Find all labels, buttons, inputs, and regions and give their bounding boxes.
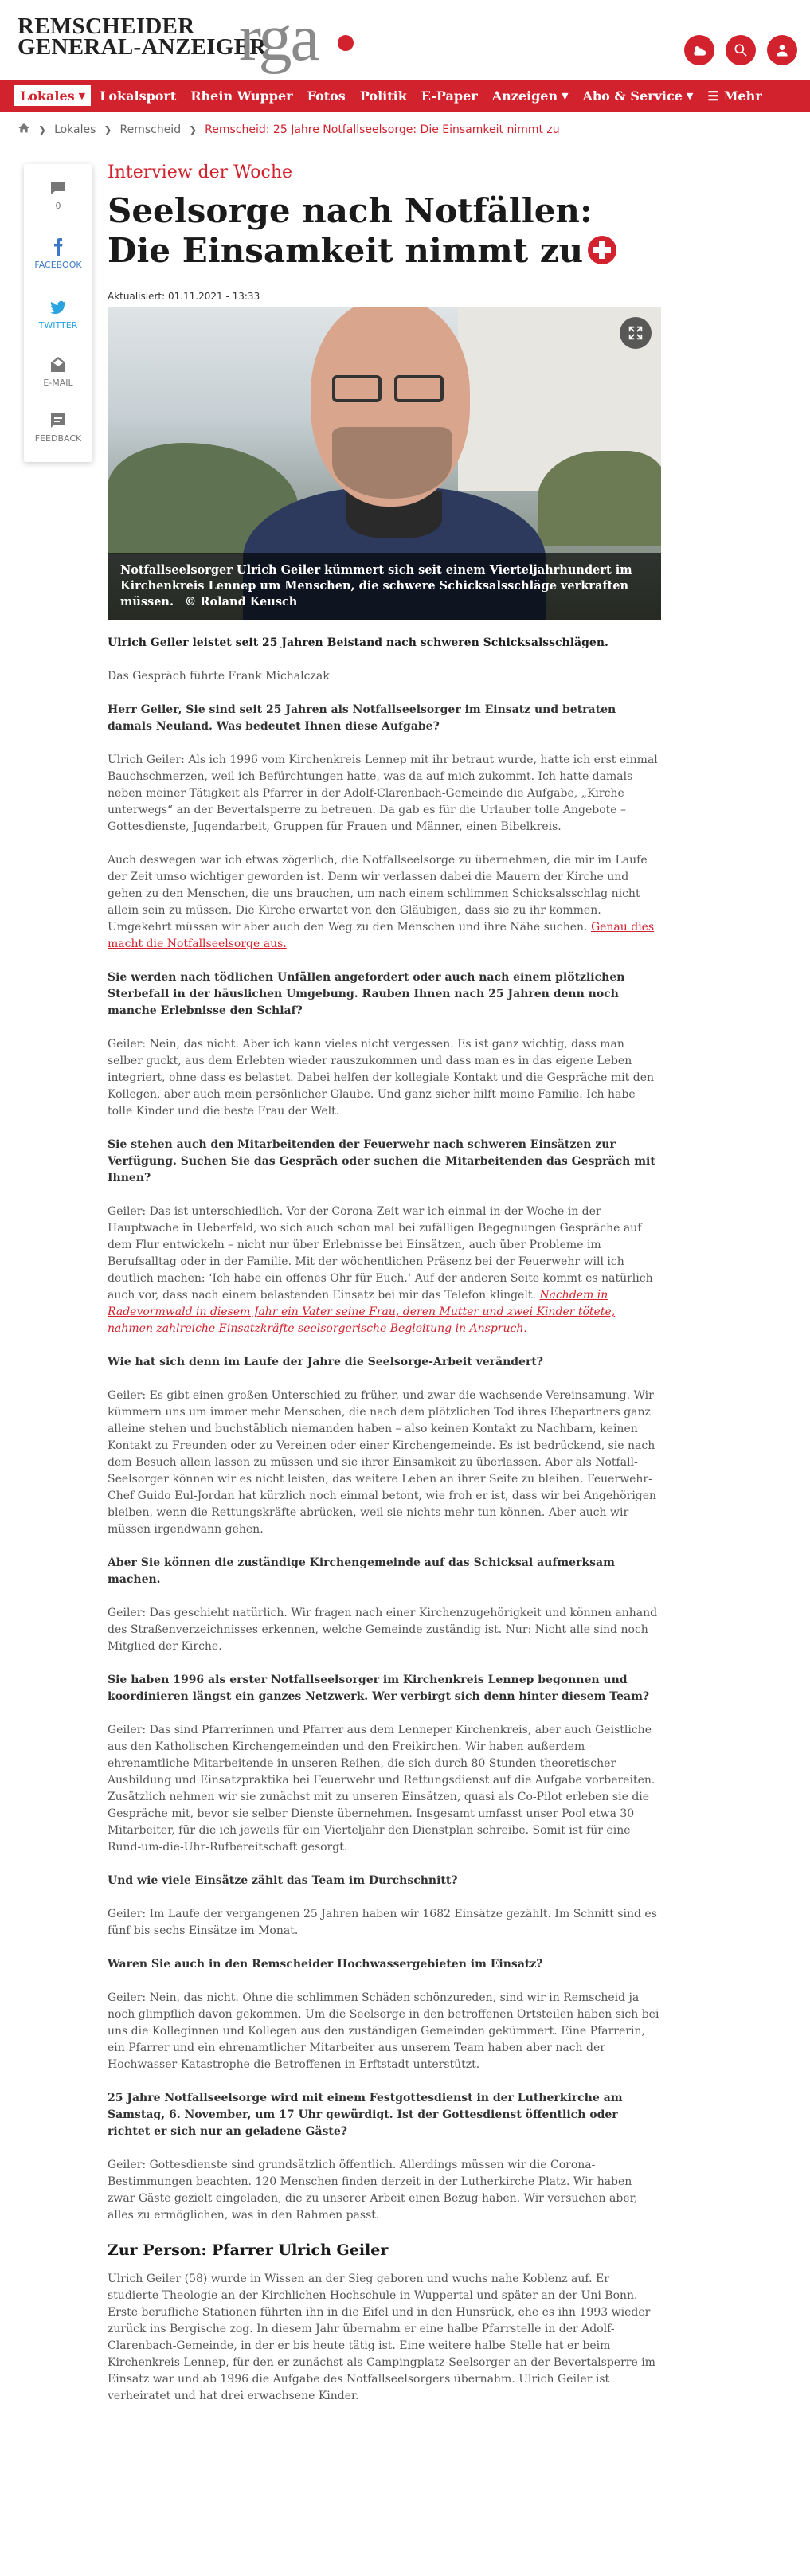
- email-label: E-MAIL: [43, 378, 73, 388]
- chevron-down-icon: ▼: [686, 90, 694, 101]
- answer-text: Geiler: Das ist unterschiedlich. Vor der Corona-Zeit war ich einmal in der Woche in der Hauptwache in Ueberfeld, wo sich auch schon mal bei zufälligen Begegnungen Gespräche auf dem Flur entwickeln – nicht nur über Erlebnisse bei Einsätzen, auch über Probleme im Berufsalltag oder in der Familie. Mit der wöchentlichen Präsenz bei der Feuerwehr will ich deutlich machen: ‘Ich habe ein offenes Ohr für Euch.‘ Auf der anderen Seite kommt es natürlich auch vor, dass nach einem belastenden Einsatz bei mir das Telefon klingelt.: [108, 1205, 653, 1302]
- interview-answer: Geiler: Das sind Pfarrerinnen und Pfarrer aus dem Lenneper Kirchenkreis, aber auch Geistliche aus den Katholischen Kirchengemeinden und den Freikirchen. Wir haben außerdem ehrenamtliche Mitarbeitende in unseren Reihen, die sich durch 80 Stunden theoretischer Ausbildung und Einsatzpraktika bei Feuerwehr und Rettungsdienst auf die Aufgabe vorbereiten. Zusätzlich nehmen wir sie zunächst mit zu unseren Einsätzen, quasi als Co-Pilot erleben sie die Gespräche mit, bevor sie selber Dienste übernehmen. Insgesamt umfasst unser Pool etwa 30 Mitarbeiter, für die ich jeweils für ein Vierteljahr den Dienstplan schreibe. Somit ist für eine Rund-um-die-Uhr-Rufbereitschaft gesorgt.: [108, 1724, 655, 1854]
- comments-count: 0: [55, 201, 61, 211]
- feedback-icon: [49, 411, 68, 430]
- nav-label: Mehr: [723, 88, 762, 104]
- interview-question: Sie stehen auch den Mitarbeitenden der Feuerwehr nach schweren Einsätzen zur Verfügung. Suchen Sie das Gespräch oder suchen die Mitarbeitenden das Gespräch mit Ihnen?: [108, 1138, 655, 1184]
- nav-item-mehr[interactable]: [700, 80, 769, 112]
- interview-question: Aber Sie können die zuständige Kirchengemeinde auf das Schicksal aufmerksam machen.: [108, 1556, 615, 1586]
- person-text: Ulrich Geiler (58) wurde in Wissen an der Sieg geboren und wuchs nahe Koblenz auf. Er studierte Theologie an der Kirchlichen Hochschule in Wuppertal und später an der Uni Bonn. Erste berufliche Stationen führten ihn in die Eifel und in den Hunsrück, ehe es ihn 1993 wieder zurück ins Bergische zog. In diesem Jahr übernahm er eine halbe Pfarrstelle in der Adolf-Clarenbach-Gemeinde, in der er bis heute tätig ist. Eine weitere halbe Stelle hat er beim Kirchenkreis Lennep, für den er zunächst als Campingplatz-Seelsorger an der Bevertalsperre im Einsatz war und ab 1996 die Aufgabe des Notfallseelsorgers übernahm. Ulrich Geiler ist verheiratet und hat drei erwachsene Kinder.: [108, 2273, 655, 2402]
- twitter-share-button[interactable]: [24, 298, 92, 331]
- home-icon[interactable]: [18, 122, 30, 138]
- logo-rga[interactable]: rga: [239, 1, 319, 75]
- feedback-button[interactable]: [24, 411, 92, 444]
- interview-question: Wie hat sich denn im Laufe der Jahre die Seelsorge-Arbeit verändert?: [108, 1356, 543, 1368]
- photo-credit: © Roland Keusch: [184, 595, 298, 609]
- interview-answer: Geiler: Im Laufe der vergangenen 25 Jahren haben wir 1682 Einsätze gezählt. Im Schnitt sind es fünf bis sechs Einsätze im Monat.: [108, 1908, 657, 1937]
- nav-item-anzeigen[interactable]: [485, 80, 576, 112]
- breadcrumb: [18, 121, 560, 139]
- photo-glasses: [394, 375, 444, 402]
- header-icons: [684, 35, 797, 65]
- email-share-button[interactable]: [24, 355, 92, 388]
- article-body: [108, 635, 661, 2421]
- premium-plus-icon: [588, 236, 616, 264]
- weather-icon[interactable]: [684, 35, 714, 65]
- breadcrumb-remscheid[interactable]: Remscheid: [119, 123, 182, 136]
- twitter-label: TWITTER: [38, 320, 78, 331]
- interview-question: 25 Jahre Notfallseelsorge wird mit einem Festgottesdienst in der Lutherkirche am Samstag, 6. November, um 17 Uhr gewürdigt. Ist der Gottesdienst öffentlich oder richtet er sich nur an geladene Gäste?: [108, 2092, 623, 2138]
- chevron-down-icon: ▼: [562, 90, 569, 101]
- logo-line1: REMSCHEIDER: [18, 14, 195, 39]
- inline-link[interactable]: Nachdem in Radevormwald in diesem Jahr ein Vater seine Frau, deren Mutter und zwei Kinder tötete, nahmen zahlreiche Einsatzkräfte seelsorgerische Begleitung in Anspruch.: [108, 1289, 616, 1335]
- facebook-label: FACEBOOK: [34, 260, 82, 270]
- interview-question: Sie haben 1996 als erster Notfallseelsorger im Kirchenkreis Lennep begonnen und koordinieren längst ein ganzes Netzwerk. Wer verbirgt sich denn hinter diesem Team?: [108, 1674, 650, 1703]
- nav-item-abo-service[interactable]: [576, 80, 701, 112]
- article-photo[interactable]: [108, 307, 661, 620]
- menu-icon: ☰: [707, 88, 719, 104]
- facebook-icon: [49, 237, 68, 256]
- breadcrumb-separator: ❯: [38, 124, 47, 135]
- breadcrumb-lokales[interactable]: Lokales: [54, 123, 96, 136]
- interview-answer: Geiler: Das geschieht natürlich. Wir fragen nach einer Kirchenzugehörigkeit und können anhand des Straßenverzeichnisses erkennen, welche Gemeinde zuständig ist. Nur: Nicht alle sind noch Mitglied der Kirche.: [108, 1607, 658, 1653]
- nav-label: Lokales: [20, 88, 75, 104]
- interview-question: Herr Geiler, Sie sind seit 25 Jahren als Notfallseelsorger im Einsatz und betraten damals Neuland. Was bedeutet Ihnen diese Aufgabe?: [108, 703, 616, 733]
- interview-question: Und wie viele Einsätze zählt das Team im Durchschnitt?: [108, 1874, 458, 1887]
- site-logo[interactable]: [18, 14, 267, 60]
- social-share-bar: [24, 164, 92, 462]
- chevron-down-icon: ▼: [78, 90, 86, 101]
- breadcrumb-current: Remscheid: 25 Jahre Notfallseelsorge: Die Einsamkeit nimmt zu: [205, 123, 560, 136]
- interview-question: Waren Sie auch in den Remscheider Hochwassergebieten im Einsatz?: [108, 1958, 543, 1971]
- interview-answer: Geiler: Gottesdienste sind grundsätzlich öffentlich. Allerdings müssen wir die Corona-Bestimmungen beachten. 120 Menschen finden derzeit in der Lutherkirche Platz. Wir haben zwar Gäste gezielt eingeladen, die zu unserer Arbeit einen Bezug haben. Wir versuchen aber, alles zu ermöglichen, was in den Rahmen passt.: [108, 2159, 638, 2222]
- nav-item-fotos[interactable]: Fotos: [307, 88, 346, 104]
- search-icon[interactable]: [726, 35, 756, 65]
- article-kicker: Interview der Woche: [108, 162, 293, 182]
- nav-label: Abo & Service: [582, 88, 683, 104]
- breadcrumb-separator: ❯: [189, 124, 198, 135]
- user-icon[interactable]: [767, 35, 797, 65]
- article-lead: Ulrich Geiler leistet seit 25 Jahren Beistand nach schweren Schicksalsschlägen.: [108, 636, 608, 649]
- comments-button[interactable]: [24, 178, 92, 211]
- inline-link[interactable]: Genau dies macht die Notfallseelsorge aus.: [108, 921, 655, 950]
- photo-bush: [538, 451, 661, 546]
- facebook-share-button[interactable]: [24, 237, 92, 270]
- interview-answer: Geiler: Nein, das nicht. Ohne die schlimmen Schäden schönzureden, sind wir in Remscheid ja noch glimpflich davon gekommen. Um die Seelsorge in den betroffenen Ortsteilen haben sich bei uns die Kolleginnen und Kollegen aus den zuständigen Gemeinden gekümmert. Eine Pfarrerin, ein Pfarrer und ein ehrenamtlicher Mitarbeiter aus unserem Team haben aber nach der Hochwasser-Katastrophe die Betroffenen in Erftstadt unterstützt.: [108, 1991, 659, 2071]
- interview-answer: Geiler: Nein, das nicht. Aber ich kann vieles nicht vergessen. Es ist ganz wichtig, dass man selber guckt, aus dem Erlebten wieder rauszukommen und dass man es in das eigene Leben integriert, ohne dass es belastet. Dabei helfen der kollegiale Kontakt und die Gespräche mit den Kollegen, aber auch mein persönlicher Glaube. Und ganz sicher hilft meine Familie. Ich habe tolle Kinder und die beste Frau der Welt.: [108, 1038, 654, 1118]
- breadcrumb-separator: ❯: [104, 124, 112, 135]
- nav-item-epaper[interactable]: E-Paper: [421, 88, 478, 104]
- photo-beard: [332, 427, 452, 499]
- logo-line2: GENERAL-ANZEIGER: [18, 34, 267, 60]
- logo-dot: [338, 35, 354, 51]
- nav-item-lokalsport[interactable]: Lokalsport: [100, 88, 177, 104]
- nav-item-rhein-wupper[interactable]: Rhein Wupper: [190, 88, 293, 104]
- article-updated: Aktualisiert: 01.11.2021 - 13:33: [108, 291, 260, 302]
- nav-item-politik[interactable]: Politik: [359, 88, 407, 104]
- photo-caption: [108, 553, 661, 620]
- answer-text: Auch deswegen war ich etwas zögerlich, die Notfallseelsorge zu übernehmen, die mir im Laufe der Zeit umso wichtiger geworden ist. Denn wir verlassen dabei die Mauern der Kirche und gehen zu den Menschen, die uns brauchen, um nach einem schlimmen Schicksalsschlag nicht allein sein zu müssen. Die Kirche erwartet von den Gläubigen, dass sie zu ihr kommen. Umgekehrt müssen wir aber auch den Weg zu den Menschen und ihre Nähe suchen.: [108, 854, 648, 934]
- interview-answer: [108, 852, 661, 953]
- twitter-icon: [49, 298, 68, 317]
- interview-answer: Ulrich Geiler: Als ich 1996 vom Kirchenkreis Lennep mit ihr betraut wurde, hatte ich erst einmal Bauchschmerzen, weil ich Befürchtungen hatte, was da auf mich zukommt. Ich hatte damals neben meiner Tätigkeit als Pfarrer in der Adolf-Clarenbach-Gemeinde die Aufgabe, „Kirche unterwegs“ an der Bevertalsperre zu betreuen. Da gab es für die Urlauber tolle Angebote – Gottesdienste, Jugendarbeit, Gruppen für Frauen und Männer, einen Bibelkreis.: [108, 754, 658, 833]
- article-byline: Das Gespräch führte Frank Michalczak: [108, 670, 330, 683]
- interview-question: Sie werden nach tödlichen Unfällen angefordert oder auch nach einem plötzlichen Sterbefall in der häuslichen Umgebung. Rauben Ihnen nach 25 Jahren denn noch manche Erlebnisse den Schlaf?: [108, 971, 625, 1017]
- main-nav: [0, 80, 810, 112]
- nav-label: Anzeigen: [491, 88, 558, 104]
- site-header: [0, 0, 810, 75]
- caption-text: Notfallseelsorger Ulrich Geiler kümmert sich seit einem Vierteljahrhundert im Kirchenkreis Lennep um Menschen, die schwere Schicksalsschläge verkraften müssen.: [120, 563, 632, 609]
- nav-item-lokales[interactable]: [13, 84, 92, 108]
- interview-answer: [108, 1204, 661, 1337]
- expand-icon: [627, 324, 644, 342]
- person-heading: Zur Person: Pfarrer Ulrich Geiler: [108, 2241, 389, 2259]
- article-title: [108, 191, 665, 271]
- email-icon: [49, 355, 68, 374]
- photo-glasses: [332, 375, 382, 402]
- comment-icon: [49, 178, 68, 198]
- expand-image-button[interactable]: [620, 317, 652, 349]
- article-title-text: Seelsorge nach Notfällen: Die Einsamkeit nimmt zu: [108, 191, 593, 270]
- feedback-label: FEEDBACK: [34, 433, 82, 444]
- interview-answer: Geiler: Es gibt einen großen Unterschied zu früher, und zwar die wachsende Vereinsamung. Wir kümmern uns um immer mehr Menschen, die nach dem plötzlichen Tod ihres Ehepartners ganz alleine stehen und buchstäblich niemanden haben – also keinen Kontakt zu Nachbarn, keinen Kontakt zu Freunden oder zu Vereinen oder einer Kirchengemeinde. Es ist bedrückend, sie nach dem Besuch allein lassen zu müssen und sie ihrer Einsamkeit zu überlassen. Aber als Notfall-Seelsorger können wir es nicht leisten, das weitere Leben an ihrer Seite zu bleiben. Feuerwehr-Chef Guido Eul-Jordan hat kürzlich noch einmal betont, wie froh er ist, dass wir bei Angehörigen bleiben, wenn die Rettungskräfte abrücken, weil sie nichts mehr tun können. Aber auch wir müssen irgendwann gehen.: [108, 1389, 657, 1536]
